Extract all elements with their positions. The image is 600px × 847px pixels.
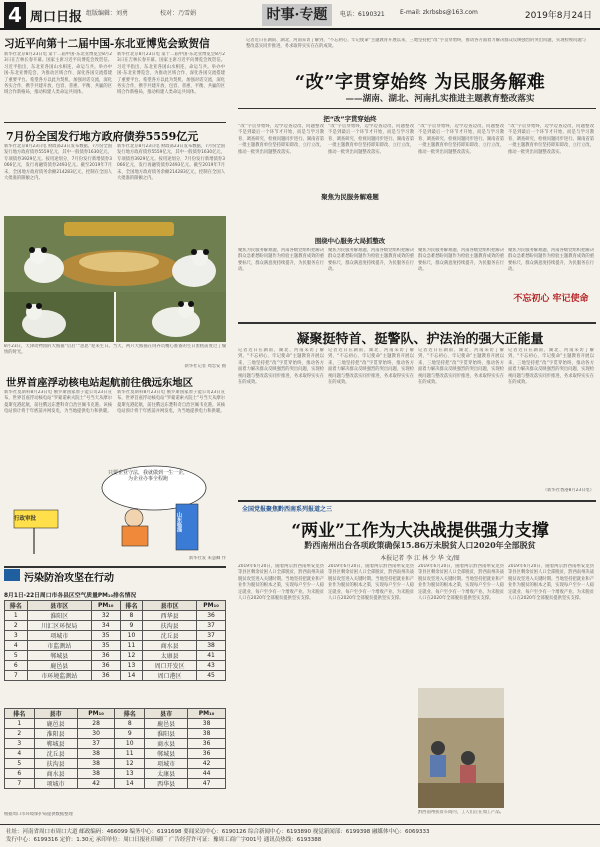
table-cell: 36 [197,611,226,621]
table-cell: 38 [77,749,115,759]
table-cell: 7 [5,671,28,681]
table-row [5,779,226,789]
sub-heading-1: 把“改”字贯穿始终 [323,115,377,123]
table-cell: 淮阳县 [34,729,77,739]
body-col-1: “改”字贯穿始终，边学边查边改，问题整改不是到最后一个环节才开始，而是与学习教育、调查研究、检视问题同步进行。湖南省第一批主题教育单位坚持即知即改、立行立改，推动一批突出问题整改落实。 [238,124,324,155]
table-cell: 商水县 [143,641,197,651]
table-header-row [5,709,226,719]
table-cell: 14 [120,671,143,681]
table-cell: 38 [77,769,115,779]
bottom-subtitle: 黔西南州出台各项政策确保15.86万未脱贫人口2020年全部脱贫 [304,540,536,550]
table-cell: 38 [77,759,115,769]
table-row [5,739,226,749]
table-row [5,621,226,631]
series-label: 全国党报聚焦黔西南系列报道之三 [242,506,333,513]
table-cell: 13 [120,661,143,671]
table-cell: 市环境监测站 [27,671,91,681]
table-cell: 35 [91,641,120,651]
editor-info: 组版编辑：刘勇 [86,10,129,17]
table-row [5,651,226,661]
table-cell: 36 [91,671,120,681]
table-header-cell: PM₁₀ [188,709,226,719]
table-cell: 36 [188,739,226,749]
table-cell: 11 [115,749,145,759]
main-title: “改”字贯穿始终 为民服务解难 [294,72,546,93]
table-cell: 12 [115,759,145,769]
table-cell: 市监测站 [27,641,91,651]
body-col-6: 聚焦为民服务解难题，河南各级党组织把解决群众急难愁盼问题作为检验主题教育成效的重要标尺，群众满意度持续提升，为民服务在行动。 [328,248,414,273]
table-source: 根据周口市环境保护局提供数据整理 [4,812,73,817]
table-cell: 38 [188,719,226,729]
main-subtitle: ——湖南、湖北、河南扎实推进主题教育整改落实 [345,94,535,104]
table-cell: 11 [120,641,143,651]
table-cell: 45 [197,671,226,681]
table-cell: 太康县 [143,651,197,661]
mid-col-1: 记者近日在湖南、湖北、河南采访了解到，“不忘初心、牢记使命”主题教育开展以来，三地坚持把“改”字贯穿始终，推动各方面着力解决群众反映强烈的突出问题，实现检视问题与整改落实同步推进，务求取得实实在在的成效。 [238,348,324,386]
table-cell: 商水县 [34,769,77,779]
cartoon-sign: 行政审批 [14,516,37,522]
factory-caption: 黔西南州扶贫车间内，工人们正在加工产品。 [418,810,504,815]
table-row [5,759,226,769]
cartoon-credit: 新华社发 朱慧卿 作 [188,556,226,561]
table-cell: 沈丘县 [143,631,197,641]
table-header-row [5,601,226,611]
article-1-title: 习近平向第十二届中国-东北亚博览会致贺信 [4,38,210,50]
table-cell: 42 [77,779,115,789]
layout-info: 校对：乃雪娟 [160,10,197,17]
table-cell: 38 [188,729,226,739]
body-col-5: 聚焦为民服务解难题，河南各级党组织把解决群众急难愁盼问题作为检验主题教育成效的重要标尺，群众满意度持续提升，为民服务在行动。 [238,248,324,273]
bottom-title: “两业”工作为大决战提供强力支撑 [291,521,549,541]
pollution-bar-icon [4,569,20,581]
article-1-text-col2: 新华社北京8月23日电 第十二届中国-东北亚博览会8月23日在吉林长春开幕。国家主席习近平向博览会致贺信。习近平指出，东北亚各国山水相连，命运与共。举办中国-东北亚博览会，为推动区域合作、深化各国交流搭建了重要平台。希望各方以此为契机，加强对话交流，深化务实合作，携手共建开放、包容、普惠、平衡、共赢的区域合作新格局，推动构建人类命运共同体。 [117,52,225,96]
bottom-col-3: 2019年6月20日，随着两宗黔西南州安龙县等县区剩余贫困人口全部脱贫，黔西南州决战脱贫攻坚进入关键时期。当地坚持把就业和产业作为脱贫的根本之策，实现每户至少一人稳定就业、每户至少有一个增收产业。为未脱贫人口在2020年全部脱贫提供坚实支撑。 [418,564,504,602]
footer-line-1: 社址：河南省周口市周口大道 邮政编码：466099 编务中心：6191698 要闻采访中心：6190126 综合新闻中心：6193890 视觉新闻部：6199398 融媒体中心：6069333 [6,829,430,835]
table-header-cell: 排名 [115,709,145,719]
table-cell: 42 [188,759,226,769]
paper-name: 周口日报 [30,10,83,25]
sub-heading-2: 聚焦为民服务解难题 [321,193,379,201]
page-number: 4 [4,2,26,28]
table-header-cell: 排名 [5,601,28,611]
pm-table-1 [4,600,226,681]
table-header-cell: PM₁₀ [77,709,115,719]
table-cell: 4 [5,749,35,759]
table-cell: 30 [77,729,115,739]
sub-heading-3: 围绕中心服务大局抓整改 [314,237,386,245]
article-2-text-col1: 新华社北京8月23日电 财政部23日发布数据，7月份全国发行地方政府债券5559亿元，其中一般债券1630亿元，专项债券3929亿元。按用途划分，7月份发行新增债券3066亿元，发行再融资债券2493亿元。截至2019年7月末，全国地方政府债务余额214283亿元，控制在全国人大批准的限额之内。 [4,144,112,182]
table-cell: 6 [5,661,28,671]
table-header-cell: 县市 [34,709,77,719]
table-cell: 6 [5,769,35,779]
divider [238,108,596,109]
pm-table-2 [4,708,226,789]
pollution-title: 污染防治攻坚在行动 [24,573,114,584]
divider [238,322,596,324]
section-title: 时事·专题 [262,4,332,26]
table-cell: 川汇区环保局 [27,621,91,631]
mid-credit: （新华社香港8月23日电） [542,488,594,493]
table-row [5,641,226,651]
table-cell: 5 [5,759,35,769]
table-row [5,769,226,779]
table-cell: 扶沟县 [34,759,77,769]
table-row [5,729,226,739]
table-cell: 13 [115,769,145,779]
panda-photo-illustration [4,216,226,292]
table-cell: 37 [197,631,226,641]
article-3-title: 世界首座浮动核电站起航前往俄远东地区 [6,377,194,389]
table-row [5,661,226,671]
table-cell: 37 [197,621,226,631]
table-cell: 沈丘县 [34,749,77,759]
body-col-3: “改”字贯穿始终，边学边查边改，问题整改不是到最后一个环节才开始，而是与学习教育、调查研究、检视问题同步进行。湖南省第一批主题教育单位坚持即知即改、立行立改，推动一批突出问题整改落实。 [418,124,504,155]
divider [238,500,596,502]
table-cell: 12 [120,651,143,661]
article-3-text-col1: 新华社莫斯科8月23日电 俄罗斯国家原子能公司23日宣布，世界首座浮动核电站“罗蒙诺索夫院士”号当天从摩尔曼斯克港起航，前往俄远东楚科奇自治区佩韦克港。该核电站预计将于年底前并网发电，为当地提供电力和供暖。 [4,390,112,415]
table-header-cell: 县市区 [27,601,91,611]
table-cell: 郸城县 [34,739,77,749]
table-row [5,611,226,621]
phone-info: 电话：6190321 [340,11,385,18]
table-cell: 36 [91,651,120,661]
panda-photo-2-illustration [4,292,114,342]
article-2-text-col2: 新华社北京8月23日电 财政部23日发布数据，7月份全国发行地方政府债券5559亿元，其中一般债券1630亿元，专项债券3929亿元。按用途划分，7月份发行新增债券3066亿元，发行再融资债券2493亿元。截至2019年7月末，全国地方政府债务余额214283亿元，控制在全国人大批准的限额之内。 [117,144,225,182]
table-row [5,719,226,729]
table-row [5,749,226,759]
table-cell: 鹿邑县 [145,719,188,729]
photo-caption: 8月23日，天津动物园的大熊猫“启启”“思思”迎来生日。当天，两只大熊猫在饲养员精心准备的生日蛋糕前度过了愉快的时光。 [4,344,226,356]
body-col-8: 聚焦为民服务解难题，河南各级党组织把解决群众急难愁盼问题作为检验主题教育成效的重要标尺，群众满意度持续提升，为民服务在行动。 [508,248,594,273]
panda-photo-3 [116,292,226,342]
table-cell: 36 [91,661,120,671]
table-cell: 41 [197,651,226,661]
table-cell: 鹿邑县 [34,719,77,729]
table-cell: 太康县 [145,769,188,779]
table-cell: 7 [5,779,35,789]
table-cell: 鹿邑县 [27,661,91,671]
table-cell: 项城市 [34,779,77,789]
table-cell: 10 [115,739,145,749]
table-cell: 44 [188,769,226,779]
bottom-col-2: 2019年6月20日，随着两宗黔西南州安龙县等县区剩余贫困人口全部脱贫，黔西南州决战脱贫攻坚进入关键时期。当地坚持把就业和产业作为脱贫的根本之策，实现每户至少一人稳定就业、每户至少有一个增收产业。为未脱贫人口在2020年全部脱贫提供坚实支撑。 [328,564,414,602]
table-cell: 西华县 [145,779,188,789]
table-cell: 淮阳县 [145,729,188,739]
table-cell: 2 [5,729,35,739]
table-cell: 项城市 [145,759,188,769]
bottom-byline: 本报记者 李 江 林 少 华 文/图 [380,555,460,562]
table-header-cell: 排名 [5,709,35,719]
table-cell: 西华县 [143,611,197,621]
table-cell: 34 [91,621,120,631]
table-row [5,671,226,681]
table-header-cell: 排名 [120,601,143,611]
body-col-4: “改”字贯穿始终，边学边查边改，问题整改不是到最后一个环节才开始，而是与学习教育、调查研究、检视问题同步进行。湖南省第一批主题教育单位坚持即知即改、立行立改，推动一批突出问题整改落实。 [508,124,594,155]
cartoon-label: 山东临淄 [176,512,182,532]
table-cell: 3 [5,631,28,641]
table-row [5,631,226,641]
intro-text: 记者近日在湖南、湖北、河南采访了解到，“不忘初心、牢记使命”主题教育开展以来，三地坚持把“改”字贯穿始终，推动各方面着力解决群众反映强烈的突出问题，实现检视问题与整改落实同步推进，务求取得实实在在的成效。 [246,38,586,50]
table-cell: 8 [120,611,143,621]
body-col-7: 聚焦为民服务解难题，河南各级党组织把解决群众急难愁盼问题作为检验主题教育成效的重要标尺，群众满意度持续提升，为民服务在行动。 [418,248,504,273]
table-cell: 32 [91,611,120,621]
table-cell: 商水县 [145,739,188,749]
table-header-cell: PM₁₀ [197,601,226,611]
mid-col-2: 记者近日在湖南、湖北、河南采访了解到，“不忘初心、牢记使命”主题教育开展以来，三地坚持把“改”字贯穿始终，推动各方面着力解决群众反映强烈的突出问题，实现检视问题与整改落实同步推进，务求取得实实在在的成效。 [328,348,414,386]
table-cell: 38 [197,641,226,651]
slogan: 不忘初心 牢记使命 [513,294,589,304]
table-cell: 9 [115,729,145,739]
table-cell: 1 [5,611,28,621]
email-info: E-mail: zkrbsbs@163.com [400,9,478,16]
table-cell: 4 [5,641,28,651]
panda-photo-3-illustration [116,292,226,342]
bottom-col-1: 2019年6月20日，随着两宗黔西南州安龙县等县区剩余贫困人口全部脱贫，黔西南州决战脱贫攻坚进入关键时期。当地坚持把就业和产业作为脱贫的根本之策，实现每户至少一人稳定就业、每户至少有一个增收产业。为未脱贫人口在2020年全部脱贫提供坚实支撑。 [238,564,324,602]
bottom-col-4: 2019年6月20日，随着两宗黔西南州安龙县等县区剩余贫困人口全部脱贫，黔西南州决战脱贫攻坚进入关键时期。当地坚持把就业和产业作为脱贫的根本之策，实现每户至少一人稳定就业、每户至少有一个增收产业。为未脱贫人口在2020年全部脱贫提供坚实支撑。 [508,564,594,602]
divider [4,122,226,123]
table-cell: 36 [188,749,226,759]
cartoon-speech: 只要企业守法，我就做到一生一企，为企业办事全程跑 [108,470,189,482]
table-header-cell: 县市 [145,709,188,719]
table-cell: 郸城县 [145,749,188,759]
panda-photo-2 [4,292,114,342]
panda-photo-1 [4,216,226,292]
table-title: 8月1日-22日周口市各县区空气质量PM₁₀排名情况 [4,593,137,599]
table-cell: 2 [5,621,28,631]
table-cell: 10 [120,631,143,641]
footer-line-2: 发行中心：6199316 定价：1.30元 承印单位：周口日报社印刷厂 广告经营许可证：豫周工商广字001号 通讯员热线：6193388 [6,837,322,843]
table-cell: 淮阳区 [27,611,91,621]
table-cell: 扶沟县 [143,621,197,631]
table-cell: 9 [120,621,143,631]
table-cell: 35 [91,631,120,641]
table-header-cell: 县市区 [143,601,197,611]
table-cell: 项城市 [27,631,91,641]
table-cell: 43 [197,661,226,671]
photo-credit: 新华社记者 周恋安 摄 [184,364,226,369]
article-2-title: 7月份全国发行地方政府债券5559亿元 [6,130,199,143]
table-cell: 周口港区 [143,671,197,681]
table-header-cell: PM₁₀ [91,601,120,611]
table-cell: 47 [188,779,226,789]
table-cell: 1 [5,719,35,729]
table-cell: 37 [77,739,115,749]
factory-photo [418,688,504,808]
mid-title: 凝聚挺特首、挺警队、护法治的强大正能量 [296,332,544,347]
table-cell: 8 [115,719,145,729]
mid-col-3: 记者近日在湖南、湖北、河南采访了解到，“不忘初心、牢记使命”主题教育开展以来，三地坚持把“改”字贯穿始终，推动各方面着力解决群众反映强烈的突出问题，实现检视问题与整改落实同步推进，务求取得实实在在的成效。 [418,348,504,386]
article-1-text-col1: 新华社北京8月23日电 第十二届中国-东北亚博览会8月23日在吉林长春开幕。国家主席习近平向博览会致贺信。习近平指出，东北亚各国山水相连，命运与共。举办中国-东北亚博览会，为推动区域合作、深化各国交流搭建了重要平台。希望各方以此为契机，加强对话交流，深化务实合作，携手共建开放、包容、普惠、平衡、共赢的区域合作新格局，推动构建人类命运共同体。 [4,52,112,96]
factory-photo-illustration [418,688,504,808]
issue-date: 2019年8月24日 [524,11,592,21]
table-cell: 郸城县 [27,651,91,661]
table-cell: 14 [115,779,145,789]
article-3-text-col2: 新华社莫斯科8月23日电 俄罗斯国家原子能公司23日宣布，世界首座浮动核电站“罗蒙诺索夫院士”号当天从摩尔曼斯克港起航，前往俄远东楚科奇自治区佩韦克港。该核电站预计将于年底前并网发电，为当地提供电力和供暖。 [117,390,225,415]
table-cell: 3 [5,739,35,749]
footer [0,824,600,847]
mid-col-4: 记者近日在湖南、湖北、河南采访了解到，“不忘初心、牢记使命”主题教育开展以来，三地坚持把“改”字贯穿始终，推动各方面着力解决群众反映强烈的突出问题，实现检视问题与整改落实同步推进，务求取得实实在在的成效。 [508,348,594,386]
table-cell: 5 [5,651,28,661]
table-cell: 周口开发区 [143,661,197,671]
body-col-2: “改”字贯穿始终，边学边查边改，问题整改不是到最后一个环节才开始，而是与学习教育、调查研究、检视问题同步进行。湖南省第一批主题教育单位坚持即知即改、立行立改，推动一批突出问题整改落实。 [328,124,414,155]
table-cell: 28 [77,719,115,729]
